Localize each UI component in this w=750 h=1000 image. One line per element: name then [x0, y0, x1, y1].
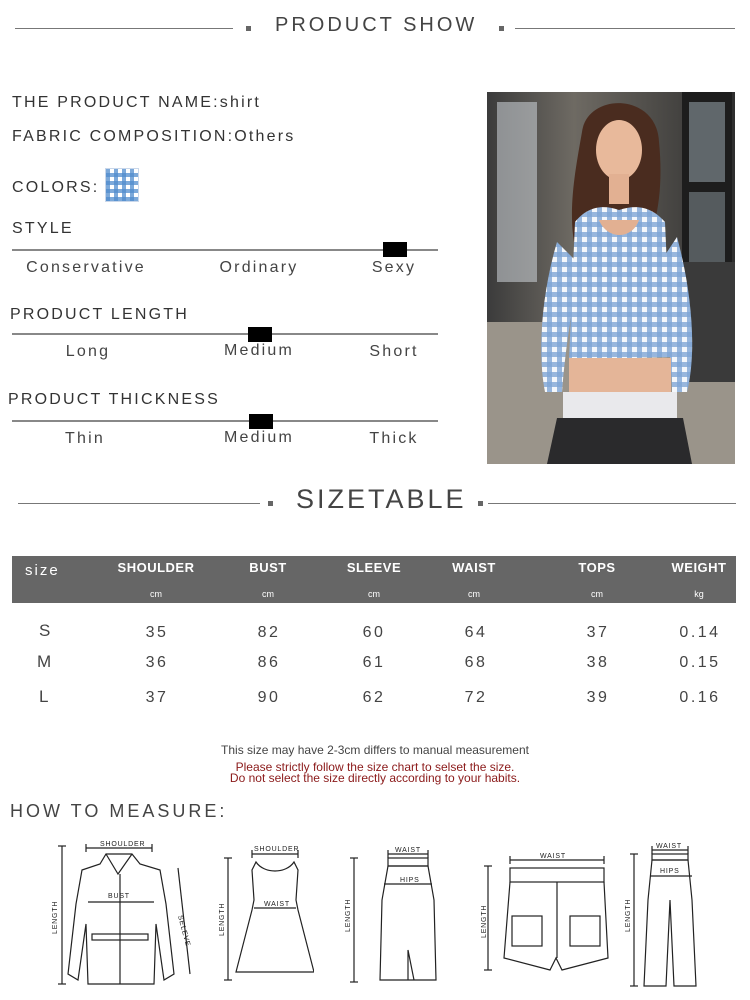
table-cell: 36 — [145, 654, 169, 671]
size-table-header-row — [12, 556, 736, 603]
header-square-left — [246, 26, 251, 31]
col-header-shoulder: SHOULDER — [117, 560, 195, 575]
header-square-right — [499, 26, 504, 31]
product-photo — [487, 92, 735, 464]
table-cell: 37 — [145, 689, 169, 706]
dress-measure-diagram — [214, 840, 314, 990]
col-header-sleeve: SLEEVE — [346, 560, 402, 575]
skirt-measure-diagram — [340, 840, 450, 990]
measurement-note: This size may have 2-3cm differs to manual measurement — [221, 743, 529, 757]
thickness-title: PRODUCT THICKNESS — [8, 391, 220, 408]
dress-length-label: LENGTH — [219, 902, 226, 936]
product-name-value: shirt — [219, 94, 262, 111]
table-cell: 60 — [362, 624, 386, 641]
style-marker[interactable] — [383, 242, 407, 257]
skirt-hips-label: HIPS — [400, 877, 420, 884]
length-marker[interactable] — [248, 327, 272, 342]
sizetable-rule-left — [18, 503, 260, 504]
table-cell: 72 — [464, 689, 488, 706]
shorts-length-label: LENGTH — [481, 904, 488, 938]
table-cell: 39 — [586, 689, 610, 706]
col-header-tops: TOPS — [578, 560, 616, 575]
dress-shoulder-label: SHOULDER — [254, 846, 300, 853]
thickness-scale-line — [12, 420, 438, 422]
col-header-weight: WEIGHT — [671, 560, 727, 575]
row-size-l: L — [39, 687, 49, 706]
style-scale-line — [12, 249, 438, 251]
length-label-short: Short — [369, 343, 419, 360]
length-title: PRODUCT LENGTH — [10, 306, 189, 323]
table-cell: 64 — [464, 624, 488, 641]
colors-label: COLORS: — [12, 179, 100, 196]
table-cell: 68 — [464, 654, 488, 671]
product-name-row — [12, 94, 261, 112]
table-cell: 90 — [257, 689, 281, 706]
length-scale-line — [12, 333, 438, 335]
length-label-medium: Medium — [223, 342, 295, 359]
table-cell: 61 — [362, 654, 386, 671]
header-rule-left — [15, 28, 233, 29]
thickness-label-thin: Thin — [65, 430, 105, 447]
fabric-label: FABRIC COMPOSITION: — [12, 128, 235, 145]
length-label-long: Long — [65, 343, 111, 360]
sizetable-rule-right — [488, 503, 736, 504]
table-cell: 38 — [586, 654, 610, 671]
col-unit-weight: kg — [694, 589, 704, 599]
shirt-shoulder-label: SHOULDER — [100, 841, 146, 848]
row-size-s: S — [39, 621, 51, 640]
fabric-row — [12, 128, 295, 146]
color-swatch-blue-gingham[interactable] — [105, 168, 139, 202]
col-unit-tops: cm — [591, 589, 603, 599]
col-unit-bust: cm — [262, 589, 274, 599]
product-name-label: THE PRODUCT NAME: — [12, 94, 220, 111]
col-header-bust: BUST — [249, 560, 287, 575]
dress-waist-label: WAIST — [264, 901, 290, 908]
thickness-label-medium: Medium — [223, 429, 295, 446]
shorts-waist-label: WAIST — [540, 853, 566, 860]
row-size-m: M — [37, 652, 52, 671]
shirt-sleeve-label: SELEVE — [176, 914, 192, 948]
table-cell: 0.15 — [679, 654, 721, 671]
shirt-measure-diagram — [48, 834, 200, 992]
col-header-waist: WAIST — [452, 560, 496, 575]
sizetable-title: SIZETABLE — [296, 484, 467, 514]
model-photo-illustration — [487, 92, 735, 464]
skirt-waist-label: WAIST — [395, 847, 421, 854]
how-to-measure-title: HOW TO MEASURE: — [10, 801, 228, 821]
sizetable-square-right — [478, 501, 483, 506]
table-cell: 86 — [257, 654, 281, 671]
size-column-header: size — [25, 562, 60, 579]
style-label-conservative: Conservative — [26, 259, 146, 276]
style-label-ordinary: Ordinary — [219, 259, 299, 276]
shirt-length-label: LENGTH — [52, 900, 59, 934]
size-habit-warning: Do not select the size directly according to your habits. — [229, 771, 521, 785]
size-chart-warning: Please strictly follow the size chart to selset the size. — [235, 760, 515, 774]
col-unit-waist: cm — [468, 589, 480, 599]
pants-length-label: LENGTH — [625, 898, 632, 932]
table-cell: 82 — [257, 624, 281, 641]
skirt-length-label: LENGTH — [345, 898, 352, 932]
pants-hips-label: HIPS — [660, 868, 680, 875]
pants-waist-label: WAIST — [656, 843, 682, 850]
table-cell: 0.14 — [679, 624, 721, 641]
col-unit-sleeve: cm — [368, 589, 380, 599]
sizetable-square-left — [268, 501, 273, 506]
thickness-marker[interactable] — [249, 414, 273, 429]
header-rule-right — [515, 28, 735, 29]
style-title: STYLE — [12, 220, 74, 237]
shirt-bust-label: BUST — [108, 893, 130, 900]
table-cell: 62 — [362, 689, 386, 706]
thickness-label-thick: Thick — [369, 430, 419, 447]
shorts-measure-diagram — [474, 846, 614, 976]
pants-measure-diagram — [622, 840, 712, 992]
style-label-sexy: Sexy — [371, 259, 417, 276]
table-cell: 35 — [145, 624, 169, 641]
product-show-title: PRODUCT SHOW — [275, 14, 478, 36]
fabric-value: Others — [234, 128, 296, 145]
table-cell: 37 — [586, 624, 610, 641]
col-unit-shoulder: cm — [150, 589, 162, 599]
table-cell: 0.16 — [679, 689, 721, 706]
